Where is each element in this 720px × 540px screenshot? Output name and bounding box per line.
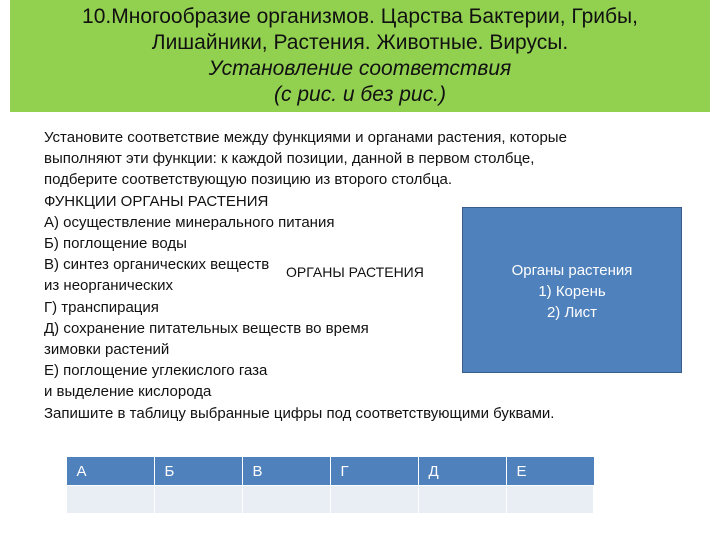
function-item-d: Д) сохранение питательных веществ во время: [44, 319, 369, 337]
answer-cell-b[interactable]: [154, 486, 242, 514]
function-item-v-cont: из неорганических: [44, 277, 173, 295]
answer-header-a: А: [67, 457, 155, 486]
function-item-b: Б) поглощение воды: [44, 235, 187, 253]
organs-box-title: Органы растения: [511, 262, 633, 279]
title-line-1: 10.Многообразие организмов. Царства Бактерии, Грибы,: [82, 5, 638, 28]
answer-header-e: Е: [506, 457, 594, 486]
title-line-2: Лишайники, Растения. Животные. Вирусы.: [151, 31, 569, 54]
closing-instruction: Запишите в таблицу выбранные цифры под соответствующими буквами.: [44, 404, 555, 422]
instruction-line: Установите соответствие между функциями и органами растения, которые: [44, 129, 567, 146]
answer-header-b: Б: [154, 457, 242, 486]
answer-cell-v[interactable]: [242, 486, 330, 514]
function-item-g: Г) транспирация: [44, 298, 159, 316]
subtitle-line-2: (с рис. и без рис.): [274, 83, 446, 106]
answer-cell-g[interactable]: [330, 486, 418, 514]
answer-table-header-row: [67, 457, 594, 486]
organs-box: [462, 207, 682, 373]
function-item-d-cont: зимовки растений: [44, 341, 170, 359]
function-item-v: В) синтез органических веществ: [44, 256, 270, 274]
answer-header-d: Д: [418, 457, 506, 486]
instruction-line: подберите соответствующую позицию из второго столбца.: [44, 171, 453, 189]
answer-table-row: [67, 486, 594, 514]
organ-option-root: 1) Корень: [538, 283, 606, 300]
columns-heading: ФУНКЦИИ ОРГАНЫ РАСТЕНИЯ: [44, 192, 269, 210]
answer-cell-e[interactable]: [506, 486, 594, 514]
overlapping-organs-label: ОРГАНЫ РАСТЕНИЯ: [286, 264, 424, 280]
subtitle-line-1: Установление соответствия: [208, 57, 512, 80]
answer-cell-d[interactable]: [418, 486, 506, 514]
answer-header-g: Г: [330, 457, 418, 486]
title-banner: [10, 0, 710, 112]
function-item-a: А) осуществление минерального питания: [44, 213, 335, 231]
function-item-e-cont: и выделение кислорода: [44, 383, 212, 401]
function-item-e: Е) поглощение углекислого газа: [44, 362, 268, 380]
answer-header-v: В: [242, 457, 330, 486]
answer-cell-a[interactable]: [67, 486, 155, 514]
organ-option-leaf: 2) Лист: [546, 304, 598, 321]
instruction-line: выполняют эти функции: к каждой позиции, данной в первом столбце,: [44, 150, 535, 168]
answer-table: [66, 457, 594, 514]
